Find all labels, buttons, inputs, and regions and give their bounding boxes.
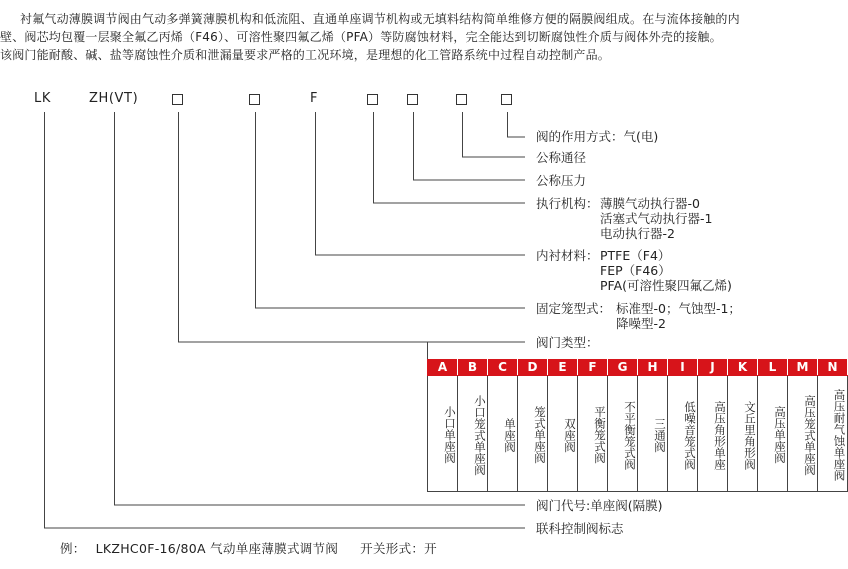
valve-type-code: B [458, 359, 488, 376]
actuator-option: 薄膜气动执行器-0 [600, 196, 700, 211]
valve-type-code: K [728, 359, 758, 376]
cage-options [616, 301, 741, 331]
example-switch: 开关形式：开 [360, 541, 437, 556]
lining-option: FEP（F46） [600, 263, 671, 278]
valve-type-name: 高压耐气蚀单座阀 [818, 376, 848, 492]
valve-type-code: G [608, 359, 638, 376]
example-label: 例： [60, 541, 86, 556]
label-cage-title: 固定笼型式： [536, 301, 612, 316]
actuator-option: 活塞式气动执行器-1 [600, 211, 713, 226]
valve-type-name: 笼式单座阀 [518, 376, 548, 492]
example-model: LKZHC0F-16/80A 气动单座薄膜式调节阀 [95, 541, 339, 556]
valve-type-code: D [518, 359, 548, 376]
code-zh: ZH(VT) [89, 91, 139, 106]
valve-type-name: 不平衡笼式阀 [608, 376, 638, 492]
leader-lining [316, 112, 526, 255]
valve-type-name: 低噪音笼式阀 [668, 376, 698, 492]
valve-type-name: 高压笼式单座阀 [788, 376, 818, 492]
leader-pressure [414, 112, 526, 180]
valve-type-code: A [428, 359, 458, 376]
label-valve-type: 阀门类型： [536, 335, 599, 350]
label-nominal-diameter: 公称通径 [536, 150, 587, 165]
valve-type-code: F [578, 359, 608, 376]
valve-type-name: 三通阀 [638, 376, 668, 492]
valve-type-code: N [818, 359, 848, 376]
valve-type-code: L [758, 359, 788, 376]
valve-type-code: C [488, 359, 518, 376]
valve-type-code: E [548, 359, 578, 376]
valve-type-name: 小口笼式单座阀 [458, 376, 488, 492]
example-line [60, 539, 459, 557]
leader-cage [256, 112, 526, 308]
lining-options [600, 248, 732, 293]
cage-option: 标准型-0；气蚀型-1； [616, 301, 741, 316]
intro-line-2: 壁、阀芯均包覆一层聚全氟乙丙烯（F46）、可溶性聚四氟乙烯（PFA）等防腐蚀材料，完全能达到切断腐蚀性介质与阀体外壳的接触。 [0, 30, 722, 44]
actuator-option: 电动执行器-2 [600, 226, 675, 241]
leader-diameter [463, 112, 526, 157]
valve-type-name: 小口单座阀 [428, 376, 458, 492]
valve-type-name-row [428, 376, 848, 492]
label-action: 阀的作用方式：气(电) [536, 129, 659, 144]
label-valve-code: 阀门代号:单座阀(隔膜) [536, 498, 663, 513]
valve-type-name: 高压单座阀 [758, 376, 788, 492]
valve-type-name: 高压角形单座 [698, 376, 728, 492]
valve-type-code: H [638, 359, 668, 376]
valve-type-name: 文丘里角形阀 [728, 376, 758, 492]
code-f: F [310, 91, 319, 106]
valve-type-name: 单座阀 [488, 376, 518, 492]
intro-line-1: 衬氟气动薄膜调节阀由气动多弹簧薄膜机构和低流阻、直通单座调节机构或无填料结构简单维修方便的隔膜阀组成。在与流体接触的内 [20, 12, 740, 26]
valve-type-name: 平衡笼式阀 [578, 376, 608, 492]
valve-type-code: M [788, 359, 818, 376]
label-brand: 联科控制阀标志 [536, 521, 624, 536]
actuator-options [600, 196, 712, 241]
lining-option: PTFE（F4） [600, 248, 671, 263]
cage-option: 降噪型-2 [616, 316, 666, 331]
valve-type-name: 双座阀 [548, 376, 578, 492]
valve-type-code: I [668, 359, 698, 376]
label-lining-title: 内衬材料： [536, 248, 599, 263]
lining-option: PFA(可溶性聚四氟乙烯) [600, 278, 732, 293]
code-lk: LK [34, 91, 51, 106]
label-actuator-title: 执行机构： [536, 196, 599, 211]
label-nominal-pressure: 公称压力 [536, 173, 587, 188]
valve-type-code: J [698, 359, 728, 376]
intro-line-3: 该阀门能耐酸、碱、盐等腐蚀性介质和泄漏量要求严格的工况环境，是理想的化工管路系统中过程自动控制产品。 [0, 48, 611, 62]
valve-type-table [427, 359, 848, 492]
valve-type-header-row [428, 359, 848, 376]
leader-action [508, 112, 526, 137]
